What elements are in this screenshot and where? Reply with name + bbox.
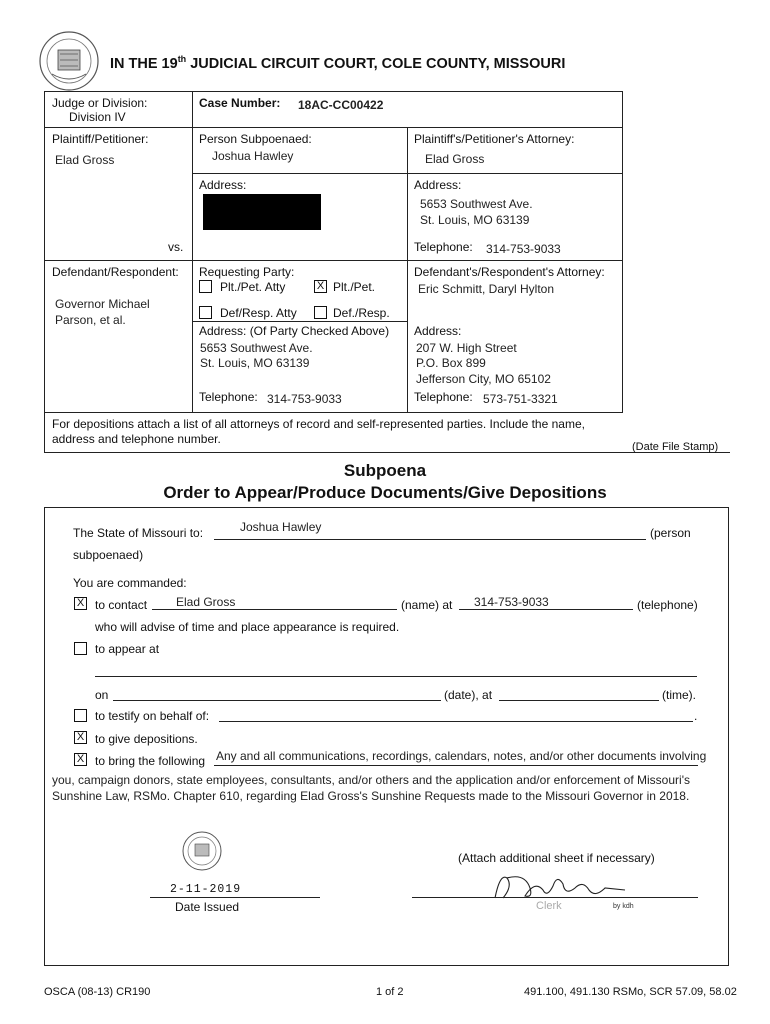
defendant-attorney-telephone: 573-751-3321 xyxy=(483,392,558,406)
statutes: 491.100, 491.130 RSMo, SCR 57.09, 58.02 xyxy=(524,986,737,998)
date-issued-label: Date Issued xyxy=(175,900,240,914)
state-of-missouri-value: Joshua Hawley xyxy=(240,520,322,534)
plaintiff-attorney-telephone-label: Telephone: xyxy=(414,240,473,254)
testify-checkbox[interactable] xyxy=(74,709,87,722)
plaintiff-attorney-address-label: Address: xyxy=(414,178,462,192)
defendant-label: Defendant/Respondent: xyxy=(52,265,179,279)
judge-label: Judge or Division: xyxy=(52,96,148,110)
contact-checkbox[interactable]: X xyxy=(74,597,87,610)
depositions-label: to give depositions. xyxy=(95,732,198,746)
plaintiff-attorney-telephone: 314-753-9033 xyxy=(486,242,561,256)
versus-label: vs. xyxy=(168,240,184,254)
advise-text: who will advise of time and place appearance is required. xyxy=(95,620,400,634)
party-telephone-label: Telephone: xyxy=(199,390,258,404)
party-address-1: 5653 Southwest Ave. xyxy=(200,341,313,355)
def-atty-label: Def/Resp. Atty xyxy=(220,306,297,320)
appear-label: to appear at xyxy=(95,642,160,656)
on-label: on xyxy=(95,688,109,702)
defendant-value-line-2: Parson, et al. xyxy=(55,313,126,327)
form-id: OSCA (08-13) CR190 xyxy=(44,986,151,998)
subpoenaed-address-label: Address: xyxy=(199,178,247,192)
party-address-2: St. Louis, MO 63139 xyxy=(200,356,310,370)
person-label: (person xyxy=(650,526,691,540)
defendant-attorney-telephone-label: Telephone: xyxy=(414,390,473,404)
by-label: by kdh xyxy=(613,903,634,910)
bring-value: Any and all communications, recordings, calendars, notes, and/or other documents involving xyxy=(216,749,707,763)
state-of-missouri-label: The State of Missouri to: xyxy=(73,526,204,540)
plt-atty-label: Plt./Pet. Atty xyxy=(220,280,286,294)
date-issued-value: 2-11-2019 xyxy=(170,883,242,896)
contact-label: to contact xyxy=(95,598,148,612)
page-number: 1 of 2 xyxy=(376,986,404,998)
redacted-address-block xyxy=(203,194,321,230)
commanded-label: You are commanded: xyxy=(73,576,187,590)
court-heading: IN THE 19th JUDICIAL CIRCUIT COURT, COLE COUNTY, MISSOURI xyxy=(110,54,566,72)
plt-pet-label: Plt./Pet. xyxy=(333,280,376,294)
testify-label: to testify on behalf of: xyxy=(95,709,210,723)
telephone-suffix-label: (telephone) xyxy=(637,598,698,612)
clerk-seal-icon xyxy=(181,830,223,872)
plt-pet-checkbox[interactable]: X xyxy=(314,280,327,293)
bring-line-2: you, campaign donors, state employees, consultants, and/or others and the application and/or enforcement of Missouri's xyxy=(52,773,690,787)
name-at-label: (name) at xyxy=(401,598,453,612)
plt-atty-checkbox[interactable] xyxy=(199,280,212,293)
case-number-label: Case Number: xyxy=(199,96,281,110)
document-subtitle: Order to Appear/Produce Documents/Give Depositions xyxy=(163,483,607,502)
contact-name-value: Elad Gross xyxy=(176,595,236,609)
plaintiff-attorney-label: Plaintiff's/Petitioner's Attorney: xyxy=(414,132,575,146)
date-file-stamp-label: (Date File Stamp) xyxy=(632,441,719,453)
defendant-attorney-label: Defendant's/Respondent's Attorney: xyxy=(414,265,605,279)
plaintiff-attorney-value: Elad Gross xyxy=(425,152,485,166)
def-resp-label: Def./Resp. xyxy=(333,306,390,320)
defendant-value-line-1: Governor Michael xyxy=(55,297,150,311)
plaintiff-attorney-address-2: St. Louis, MO 63139 xyxy=(420,213,530,227)
date-at-label: (date), at xyxy=(444,688,493,702)
bring-checkbox[interactable]: X xyxy=(74,753,87,766)
party-telephone: 314-753-9033 xyxy=(267,392,342,406)
case-number-value: 18AC-CC00422 xyxy=(298,98,384,112)
subpoenaed-label: subpoenaed) xyxy=(73,548,144,562)
party-address-label: Address: (Of Party Checked Above) xyxy=(199,324,390,338)
plaintiff-label: Plaintiff/Petitioner: xyxy=(52,132,149,146)
defendant-attorney-address-1: 207 W. High Street xyxy=(416,341,517,355)
clerk-label: Clerk xyxy=(536,900,562,912)
judge-value: Division IV xyxy=(69,110,126,124)
bring-label: to bring the following xyxy=(95,754,206,768)
person-subpoenaed-label: Person Subpoenaed: xyxy=(199,132,312,146)
defendant-attorney-value: Eric Schmitt, Daryl Hylton xyxy=(418,282,555,296)
requesting-party-label: Requesting Party: xyxy=(199,265,295,279)
plaintiff-attorney-address-1: 5653 Southwest Ave. xyxy=(420,197,533,211)
defendant-attorney-address-2: P.O. Box 899 xyxy=(416,356,486,370)
court-seal-icon xyxy=(38,30,100,92)
depositions-checkbox[interactable]: X xyxy=(74,731,87,744)
def-atty-checkbox[interactable] xyxy=(199,306,212,319)
deposition-note-line-1: For depositions attach a list of all attorneys of record and self-represented parties. Include the name, xyxy=(52,417,585,431)
testify-period: . xyxy=(694,709,698,723)
person-subpoenaed-value: Joshua Hawley xyxy=(212,149,294,163)
time-label: (time). xyxy=(662,688,696,702)
attach-note: (Attach additional sheet if necessary) xyxy=(458,851,655,865)
defendant-attorney-address-3: Jefferson City, MO 65102 xyxy=(416,372,551,386)
deposition-note-line-2: address and telephone number. xyxy=(52,432,221,446)
defendant-attorney-address-label: Address: xyxy=(414,324,462,338)
def-resp-checkbox[interactable] xyxy=(314,306,327,319)
appear-checkbox[interactable] xyxy=(74,642,87,655)
bring-line-3: Sunshine Law, RSMo. Chapter 610, regarding Elad Gross's Sunshine Requests made to the Missouri Governor in 2018. xyxy=(52,789,690,803)
contact-phone-value: 314-753-9033 xyxy=(474,595,549,609)
document-title: Subpoena xyxy=(343,461,427,480)
plaintiff-value: Elad Gross xyxy=(55,153,115,167)
